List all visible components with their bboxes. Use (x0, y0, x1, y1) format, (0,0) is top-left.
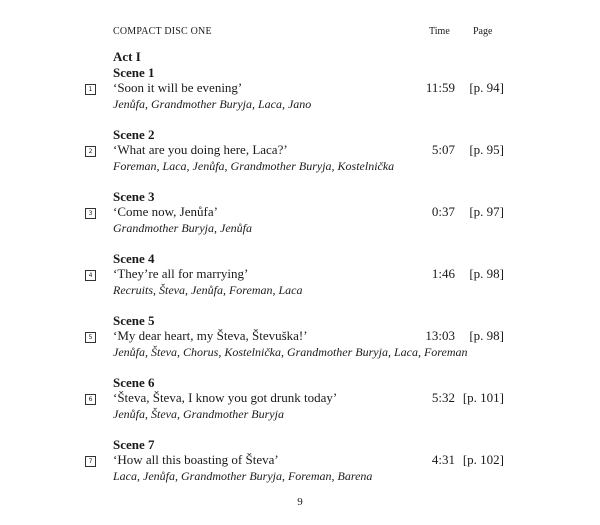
track-entry-3 (0, 189, 600, 245)
track-page: [p. 97] (469, 204, 504, 219)
track-number-box: 5 (85, 332, 96, 343)
act-heading: Act I (113, 49, 141, 64)
track-title: ‘How all this boasting of Števa’ (113, 452, 279, 467)
track-time: 13:03 (425, 328, 455, 343)
track-page: [p. 95] (469, 142, 504, 157)
track-number-box: 3 (85, 208, 96, 219)
track-title: ‘Števa, Števa, I know you got drunk today’ (113, 390, 338, 405)
disc-title: COMPACT DISC ONE (113, 26, 212, 37)
track-cast: Jenůfa, Grandmother Buryja, Laca, Jano (113, 97, 312, 111)
track-cast: Grandmother Buryja, Jenůfa (113, 221, 252, 235)
track-title: ‘My dear heart, my Števa, Števuška!’ (113, 328, 308, 343)
track-page: [p. 98] (469, 266, 504, 281)
track-entry-6 (0, 375, 600, 431)
track-entry-1 (0, 65, 600, 121)
track-cast: Foreman, Laca, Jenůfa, Grandmother Buryja, Kostelnička (113, 159, 395, 173)
track-page: [p. 98] (469, 328, 504, 343)
scene-heading: Scene 7 (113, 437, 155, 452)
scene-heading: Scene 3 (113, 189, 155, 204)
track-number-box: 7 (85, 456, 96, 467)
track-title: ‘Come now, Jenůfa’ (113, 204, 218, 219)
track-title: ‘Soon it will be evening’ (113, 80, 243, 95)
track-time: 5:07 (431, 142, 455, 157)
track-cast: Jenůfa, Števa, Chorus, Kostelnička, Grandmother Buryja, Laca, Foreman (113, 345, 468, 359)
time-column-label: Time (429, 26, 450, 37)
scene-heading: Scene 1 (113, 65, 155, 80)
track-time: 5:32 (431, 390, 455, 405)
track-number-box: 6 (85, 394, 96, 405)
track-time: 11:59 (425, 80, 455, 95)
track-time: 1:46 (431, 266, 455, 281)
page-column-label: Page (473, 26, 493, 37)
scene-heading: Scene 6 (113, 375, 155, 390)
page-number: 9 (297, 496, 303, 508)
scene-heading: Scene 5 (113, 313, 155, 328)
track-time: 4:31 (431, 452, 455, 467)
track-page: [p. 102] (462, 452, 504, 467)
column-header (0, 26, 600, 40)
track-page: [p. 101] (462, 390, 504, 405)
track-entry-4 (0, 251, 600, 307)
track-entry-7 (0, 437, 600, 493)
scene-heading: Scene 4 (113, 251, 155, 266)
track-page: [p. 94] (469, 80, 504, 95)
track-number-box: 4 (85, 270, 96, 281)
track-cast: Jenůfa, Števa, Grandmother Buryja (113, 407, 284, 421)
track-entry-2 (0, 127, 600, 183)
track-cast: Recruits, Števa, Jenůfa, Foreman, Laca (113, 283, 303, 297)
track-cast: Laca, Jenůfa, Grandmother Buryja, Foreman, Barena (113, 469, 373, 483)
track-number-box: 1 (85, 84, 96, 95)
track-entry-5 (0, 313, 600, 369)
track-time: 0:37 (431, 204, 455, 219)
track-title: ‘They’re all for marrying’ (113, 266, 249, 281)
scene-heading: Scene 2 (113, 127, 155, 142)
track-number-box: 2 (85, 146, 96, 157)
track-title: ‘What are you doing here, Laca?’ (113, 142, 288, 157)
